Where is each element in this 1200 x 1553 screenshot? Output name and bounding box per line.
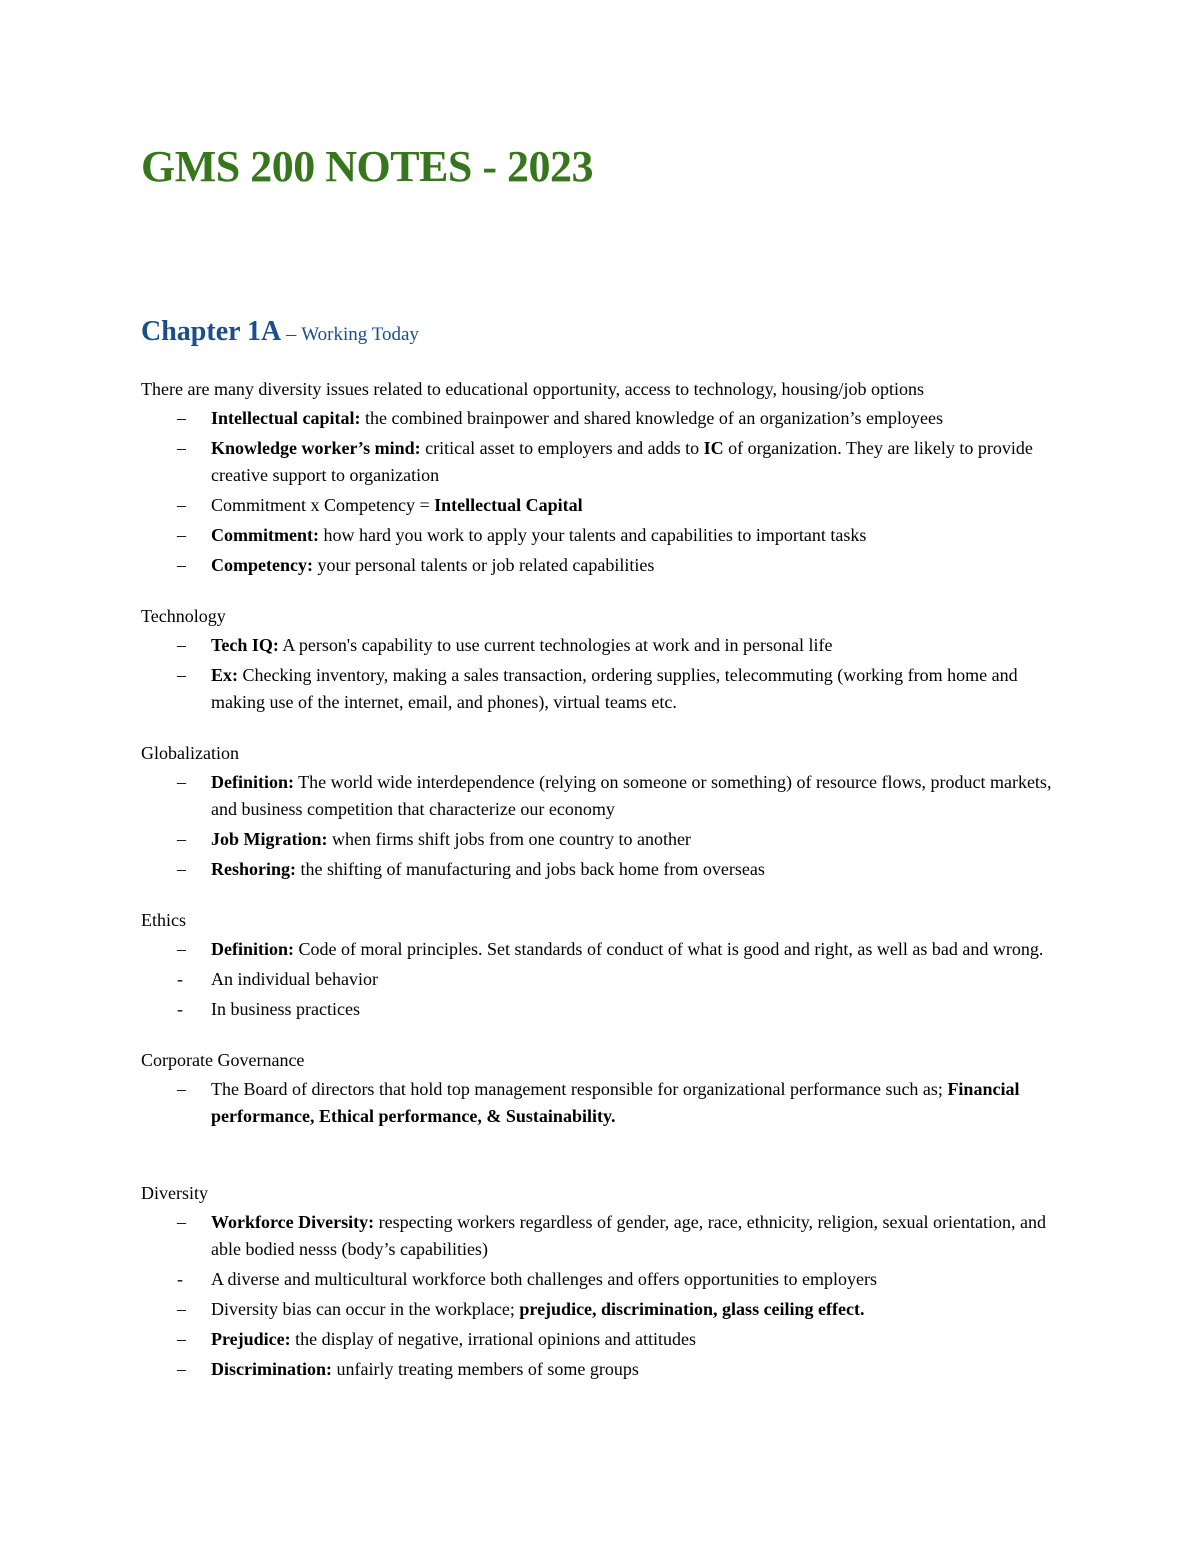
list-marker: – — [177, 555, 186, 575]
list-marker: – — [177, 1329, 186, 1349]
item-text: how hard you work to apply your talents and capabilities to important tasks — [318, 525, 867, 545]
list-item — [141, 632, 1071, 659]
term-label: Reshoring: — [211, 859, 296, 879]
term-label: Discrimination: — [211, 1359, 332, 1379]
item-text: when firms shift jobs from one country to another — [327, 829, 691, 849]
list-item — [141, 1266, 1071, 1293]
list-marker: – — [177, 859, 186, 879]
list-marker: – — [177, 1212, 186, 1232]
list-marker: – — [177, 665, 186, 685]
item-text: A person's capability to use current technologies at work and in personal life — [278, 635, 833, 655]
list-item — [141, 1076, 1071, 1130]
term-emphasis: Financial performance, Ethical performance, & Sustainability. — [211, 1079, 1020, 1126]
list-marker: – — [177, 1079, 186, 1099]
list-marker: – — [177, 1299, 186, 1319]
term-label: Job Migration: — [211, 829, 328, 849]
item-text-continued: of organization. They are likely to provide creative support to organization — [211, 438, 1033, 485]
list-marker: – — [177, 495, 186, 515]
technology-list — [141, 632, 1071, 716]
term-label: Tech IQ: — [211, 635, 279, 655]
chapter-heading — [141, 313, 419, 353]
item-text: the combined brainpower and shared knowledge of an organization’s employees — [360, 408, 943, 428]
list-marker: – — [177, 635, 186, 655]
term-label: Intellectual capital: — [211, 408, 361, 428]
ethics-list — [141, 936, 1071, 1023]
item-text: Checking inventory, making a sales transaction, ordering supplies, telecommuting (working from home and making use of the internet, email, and phones), virtual teams etc. — [211, 665, 1018, 712]
item-text: In business practices — [211, 999, 360, 1019]
term-label: Competency: — [211, 555, 313, 575]
list-item — [141, 662, 1071, 716]
list-item — [141, 522, 1071, 549]
term-emphasis: prejudice, discrimination, glass ceiling effect. — [519, 1299, 865, 1319]
item-text: the display of negative, irrational opinions and attitudes — [290, 1329, 697, 1349]
item-text: Diversity bias can occur in the workplace; — [211, 1299, 520, 1319]
item-text: unfairly treating members of some groups — [332, 1359, 639, 1379]
section-heading-ethics: Ethics — [141, 910, 186, 930]
list-marker: – — [177, 525, 186, 545]
list-marker: - — [177, 969, 183, 989]
term-label: Definition: — [211, 939, 294, 959]
list-item — [141, 936, 1071, 963]
document-title: GMS 200 NOTES - 2023 — [141, 142, 594, 191]
item-text: Commitment x Competency = — [211, 495, 435, 515]
list-item — [141, 1296, 1071, 1323]
list-item — [141, 1326, 1071, 1353]
item-text: The world wide interdependence (relying on someone or something) of resource flows, product markets, and business competition that characterize our economy — [211, 772, 1052, 819]
term-emphasis: IC — [703, 438, 724, 458]
document-body — [141, 376, 1071, 1383]
term-label: Definition: — [211, 772, 294, 792]
list-item — [141, 966, 1071, 993]
list-marker: - — [177, 1269, 183, 1289]
item-text: An individual behavior — [211, 969, 378, 989]
section-heading-globalization: Globalization — [141, 743, 239, 763]
list-item — [141, 552, 1071, 579]
item-text: Code of moral principles. Set standards of conduct of what is good and right, as well as bad and wrong. — [294, 939, 1044, 959]
list-marker: – — [177, 772, 186, 792]
list-marker: – — [177, 438, 186, 458]
list-item — [141, 435, 1071, 489]
term-label: Knowledge worker’s mind: — [211, 438, 421, 458]
section-heading-corporate-governance: Corporate Governance — [141, 1050, 305, 1070]
item-text: The Board of directors that hold top management responsible for organizational performance such as; — [211, 1079, 948, 1099]
section-heading-technology: Technology — [141, 606, 226, 626]
term-label: Ex: — [211, 665, 238, 685]
diversity-list — [141, 1209, 1071, 1383]
section-heading-diversity: Diversity — [141, 1183, 208, 1203]
item-text: A diverse and multicultural workforce both challenges and offers opportunities to employers — [211, 1269, 877, 1289]
list-marker: – — [177, 939, 186, 959]
list-marker: – — [177, 1359, 186, 1379]
item-text: your personal talents or job related capabilities — [312, 555, 655, 575]
intro-paragraph: There are many diversity issues related to educational opportunity, access to technology, housing/job options — [141, 379, 924, 399]
item-text: critical asset to employers and adds to — [420, 438, 704, 458]
chapter-number: Chapter 1A — [141, 316, 282, 347]
term-emphasis: Intellectual Capital — [434, 495, 583, 515]
intro-list — [141, 405, 1071, 579]
chapter-subtitle: Working Today — [301, 324, 419, 345]
list-item — [141, 405, 1071, 432]
globalization-list — [141, 769, 1071, 883]
chapter-separator: – — [281, 323, 302, 345]
term-label: Commitment: — [211, 525, 319, 545]
list-item — [141, 826, 1071, 853]
list-item — [141, 492, 1071, 519]
list-item — [141, 769, 1071, 823]
term-label: Prejudice: — [211, 1329, 291, 1349]
item-text: respecting workers regardless of gender, age, race, ethnicity, religion, sexual orientation, and able bodied nesss (body’s capabilities) — [211, 1212, 1046, 1259]
list-marker: – — [177, 408, 186, 428]
list-marker: – — [177, 829, 186, 849]
list-item — [141, 1209, 1071, 1263]
list-item — [141, 996, 1071, 1023]
list-item — [141, 856, 1071, 883]
list-marker: - — [177, 999, 183, 1019]
term-label: Workforce Diversity: — [211, 1212, 375, 1232]
list-item — [141, 1356, 1071, 1383]
governance-list — [141, 1076, 1071, 1130]
item-text: the shifting of manufacturing and jobs back home from overseas — [296, 859, 765, 879]
